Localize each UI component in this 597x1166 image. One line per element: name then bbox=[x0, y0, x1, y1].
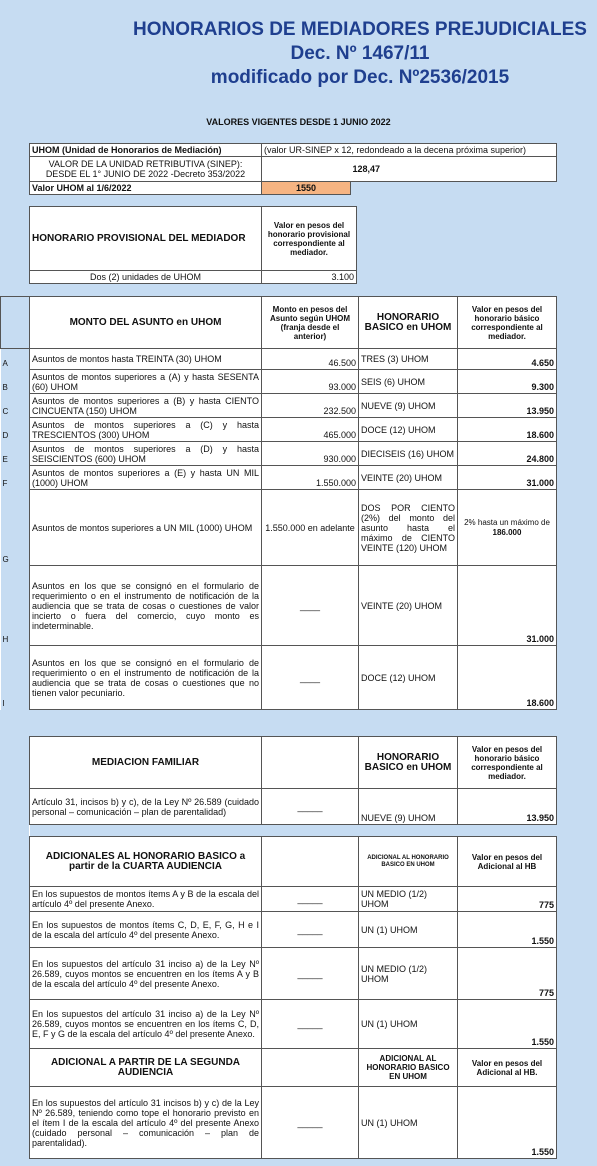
table-row bbox=[30, 1000, 557, 1049]
row-valor-prefix: 2% hasta un máximo de bbox=[464, 517, 550, 527]
familiar-monto: _____ bbox=[262, 789, 359, 825]
row-desc: Asuntos en los que se consignó en el formulario de requerimiento o en el instrumento de notificación de la audiencia que se trata de cosas o cuestiones que no tienen valor pecuniario. bbox=[30, 646, 262, 710]
familiar-table bbox=[29, 736, 557, 1159]
uhom-label: UHOM (Unidad de Honorarios de Mediación) bbox=[30, 144, 262, 157]
row-letter: B bbox=[1, 370, 30, 394]
segunda-monto: _____ bbox=[262, 1087, 359, 1159]
row-valor: 18.600 bbox=[458, 418, 557, 442]
row-desc: Asuntos de montos superiores a (C) y hasta TRESCIENTOS (300) UHOM bbox=[30, 418, 262, 442]
table-row bbox=[1, 349, 557, 370]
familiar-header-4: Valor en pesos del honorario básico correspondiente al mediador. bbox=[458, 737, 557, 789]
row-hon: UN (1) UHOM bbox=[359, 912, 458, 948]
row-monto: 93.000 bbox=[262, 370, 359, 394]
monto-header-2: Monto en pesos del Asunto según UHOM (franja desde el anterior) bbox=[262, 297, 359, 349]
adicionales-header-4: Valor en pesos del Adicional al HB bbox=[458, 837, 557, 887]
table-row bbox=[30, 789, 557, 825]
row-hon: DOCE (12) UHOM bbox=[359, 418, 458, 442]
table-row bbox=[30, 887, 557, 912]
row-letter: E bbox=[1, 442, 30, 466]
row-valor: 775 bbox=[458, 887, 557, 912]
row-hon: UN MEDIO (1/2) UHOM bbox=[359, 887, 458, 912]
row-monto: 1.550.000 en adelante bbox=[262, 490, 359, 566]
row-monto: _____ bbox=[262, 1000, 359, 1049]
row-valor: 18.600 bbox=[458, 646, 557, 710]
familiar-desc: Artículo 31, incisos b) y c), de la Ley Nº 26.589 (cuidado personal – comunicación – plan de parentalidad) bbox=[30, 789, 262, 825]
row-valor: 1.550 bbox=[458, 912, 557, 948]
row-monto: ____ bbox=[262, 566, 359, 646]
row-desc: En los supuestos de montos ítems A y B de la escala del artículo 4º del presente Anexo. bbox=[30, 887, 262, 912]
table-row bbox=[30, 912, 557, 948]
row-letter: G bbox=[1, 490, 30, 566]
table-row bbox=[1, 442, 557, 466]
table-row bbox=[30, 948, 557, 1000]
valor-uhom: 1550 bbox=[262, 182, 351, 195]
row-desc: Asuntos de montos superiores a (A) y hasta SESENTA (60) UHOM bbox=[30, 370, 262, 394]
row-monto: 930.000 bbox=[262, 442, 359, 466]
row-desc: Asuntos de montos hasta TREINTA (30) UHOM bbox=[30, 349, 262, 370]
row-hon: UN MEDIO (1/2) UHOM bbox=[359, 948, 458, 1000]
provisional-title: HONORARIO PROVISIONAL DEL MEDIADOR bbox=[30, 207, 262, 271]
row-valor: 4.650 bbox=[458, 349, 557, 370]
row-hon: UN (1) UHOM bbox=[359, 1000, 458, 1049]
adicionales-title: ADICIONALES AL HONORARIO BASICO a partir de la CUARTA AUDIENCIA bbox=[30, 837, 262, 887]
row-monto: 1.550.000 bbox=[262, 466, 359, 490]
vigencia-label: VALORES VIGENTES DESDE 1 JUNIO 2022 bbox=[206, 117, 391, 127]
title-line-2: Dec. Nº 1467/11 bbox=[290, 43, 430, 64]
row-desc: En los supuestos del artículo 31 inciso a) de la Ley Nº 26.589, cuyos montos se encuentren en los ítems C, D, E, F y G de la escala del artículo 4º del presente Anexo. bbox=[30, 1000, 262, 1049]
row-monto: ____ bbox=[262, 646, 359, 710]
row-monto: _____ bbox=[262, 948, 359, 1000]
familiar-header-3: HONORARIO BASICO en UHOM bbox=[359, 737, 458, 789]
row-desc: En los supuestos del artículo 31 inciso a) de la Ley Nº 26.589, cuyos montos se encuentren en los ítems A y B de la escala del artículo 4º del presente Anexo. bbox=[30, 948, 262, 1000]
segunda-desc: En los supuestos del artículo 31 incisos b) y c) de la Ley Nº 26.589, teniendo como tope el honorario previsto en el ítem I de la escala del artículo 4º del presente Anexo (cuidado personal – comunicación – plan de parentalidad). bbox=[30, 1087, 262, 1159]
row-valor: 775 bbox=[458, 948, 557, 1000]
row-letter: I bbox=[1, 646, 30, 710]
table-row bbox=[1, 566, 557, 646]
provisional-col-header: Valor en pesos del honorario provisional correspondiente al mediador. bbox=[262, 207, 357, 271]
row-letter: A bbox=[1, 349, 30, 370]
segunda-hon: UN (1) UHOM bbox=[359, 1087, 458, 1159]
table-row bbox=[30, 1087, 557, 1159]
row-valor: 24.800 bbox=[458, 442, 557, 466]
row-hon: SEIS (6) UHOM bbox=[359, 370, 458, 394]
table-row bbox=[1, 418, 557, 442]
segunda-valor: 1.550 bbox=[458, 1087, 557, 1159]
uhom-formula: (valor UR-SINEP x 12, redondeado a la decena próxima superior) bbox=[262, 144, 557, 157]
row-monto: _____ bbox=[262, 887, 359, 912]
row-monto: 465.000 bbox=[262, 418, 359, 442]
row-valor: 31.000 bbox=[458, 466, 557, 490]
row-monto: 46.500 bbox=[262, 349, 359, 370]
title-line-1: HONORARIOS DE MEDIADORES PREJUDICIALES bbox=[133, 19, 587, 40]
row-letter: F bbox=[1, 466, 30, 490]
adicionales-header-3: ADICIONAL AL HONORARIO BASICO EN UHOM bbox=[359, 837, 458, 887]
row-letter: D bbox=[1, 418, 30, 442]
row-desc: Asuntos de montos superiores a (B) y hasta CIENTO CINCUENTA (150) UHOM bbox=[30, 394, 262, 418]
monto-header-3: HONORARIO BASICO en UHOM bbox=[359, 297, 458, 349]
segunda-header-4: Valor en pesos del Adicional al HB. bbox=[458, 1049, 557, 1087]
row-hon: DOS POR CIENTO (2%) del monto del asunto hasta el máximo de CIENTO VEINTE (120) UHOM bbox=[359, 490, 458, 566]
row-valor: 31.000 bbox=[458, 566, 557, 646]
table-row bbox=[1, 646, 557, 710]
provisional-table bbox=[29, 206, 357, 284]
row-desc: En los supuestos de montos ítems C, D, E, F, G, H e I de la escala del artículo 4º del presente Anexo. bbox=[30, 912, 262, 948]
row-hon: VEINTE (20) UHOM bbox=[359, 566, 458, 646]
table-row bbox=[1, 466, 557, 490]
row-monto: 232.500 bbox=[262, 394, 359, 418]
row-desc: Asuntos de montos superiores a (D) y hasta SEISCIENTOS (600) UHOM bbox=[30, 442, 262, 466]
row-desc: Asuntos de montos superiores a (E) y hasta UN MIL (1000) UHOM bbox=[30, 466, 262, 490]
table-row bbox=[1, 394, 557, 418]
row-valor: 13.950 bbox=[458, 394, 557, 418]
row-valor: 9.300 bbox=[458, 370, 557, 394]
monto-table bbox=[0, 296, 557, 710]
table-row bbox=[1, 490, 557, 566]
row-hon: NUEVE (9) UHOM bbox=[359, 394, 458, 418]
row-letter: C bbox=[1, 394, 30, 418]
title-line-3: modificado por Dec. Nº2536/2015 bbox=[210, 67, 510, 88]
row-hon: DOCE (12) UHOM bbox=[359, 646, 458, 710]
sinep-label: VALOR DE LA UNIDAD RETRIBUTIVA (SINEP): DESDE EL 1° JUNIO DE 2022 -Decreto 353/2022 bbox=[30, 157, 262, 182]
row-hon: DIECISEIS (16) UHOM bbox=[359, 442, 458, 466]
provisional-row-label: Dos (2) unidades de UHOM bbox=[30, 271, 262, 284]
uhom-table bbox=[29, 143, 557, 195]
monto-header-1: MONTO DEL ASUNTO en UHOM bbox=[30, 297, 262, 349]
row-desc: Asuntos de montos superiores a UN MIL (1000) UHOM bbox=[30, 490, 262, 566]
table-row bbox=[1, 370, 557, 394]
monto-header-4: Valor en pesos del honorario básico correspondiente al mediador. bbox=[458, 297, 557, 349]
row-valor bbox=[458, 490, 557, 566]
row-valor-amount: 186.000 bbox=[492, 527, 522, 537]
segunda-header-3: ADICIONAL AL HONORARIO BASICO EN UHOM bbox=[359, 1049, 458, 1087]
familiar-title: MEDIACION FAMILIAR bbox=[30, 737, 262, 789]
familiar-valor: 13.950 bbox=[458, 789, 557, 825]
row-desc: Asuntos en los que se consignó en el formulario de requerimiento o en el instrumento de notificación de la audiencia que se trata de cosas o cuestiones de valor incierto o fuera del comercio, cuyo monto es indeterminable. bbox=[30, 566, 262, 646]
valor-uhom-label: Valor UHOM al 1/6/2022 bbox=[30, 182, 262, 195]
row-monto: _____ bbox=[262, 912, 359, 948]
row-hon: VEINTE (20) UHOM bbox=[359, 466, 458, 490]
row-letter: H bbox=[1, 566, 30, 646]
provisional-row-value: 3.100 bbox=[262, 271, 357, 284]
familiar-hon: NUEVE (9) UHOM bbox=[359, 789, 458, 825]
row-hon: TRES (3) UHOM bbox=[359, 349, 458, 370]
sinep-value: 128,47 bbox=[351, 157, 557, 182]
segunda-title: ADICIONAL A PARTIR DE LA SEGUNDA AUDIENCIA bbox=[30, 1049, 262, 1087]
row-valor: 1.550 bbox=[458, 1000, 557, 1049]
